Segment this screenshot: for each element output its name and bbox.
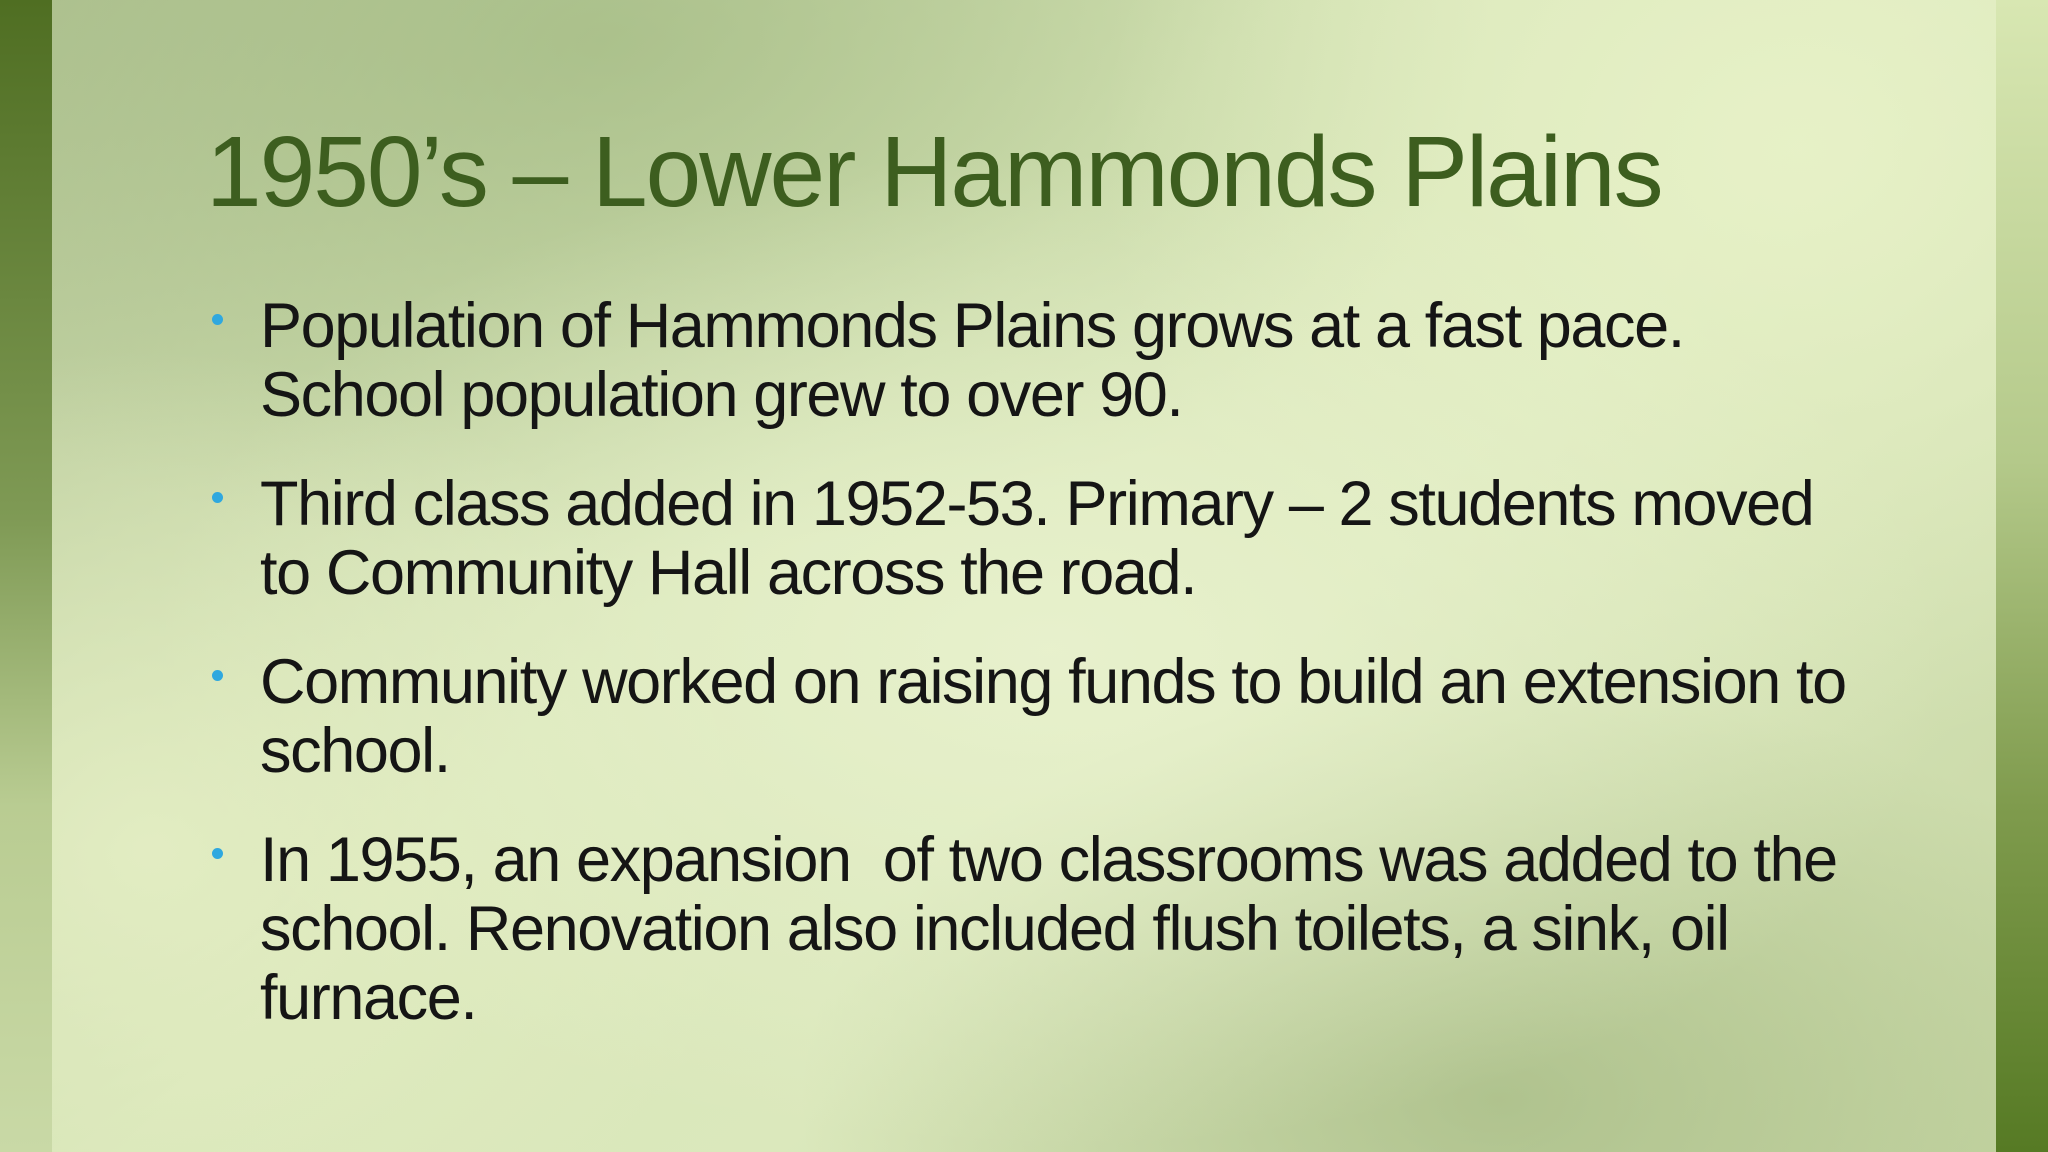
bullet-list bbox=[206, 291, 1862, 1073]
bullet-text: Third class added in 1952-53. Primary – 2 students moved to Community Hall across the road. bbox=[260, 469, 1830, 608]
bullet-dot-icon bbox=[212, 314, 223, 325]
bullet-text: Community worked on raising funds to build an extension to school. bbox=[260, 647, 1862, 786]
bullet-item bbox=[206, 470, 1856, 608]
bullet-dot-icon bbox=[212, 670, 223, 681]
bullet-text: Population of Hammonds Plains grows at a fast pace. School population grew to over 90. bbox=[260, 291, 1701, 430]
bullet-dot-icon bbox=[212, 848, 223, 859]
bullet-dot-icon bbox=[212, 492, 223, 503]
bullet-item bbox=[206, 826, 1856, 1033]
bullet-text: In 1955, an expansion of two classrooms was added to the school. Renovation also included flush toilets, a sink, oil furnace. bbox=[260, 825, 1853, 1033]
left-edge-band bbox=[0, 0, 52, 1152]
slide-title: 1950’s – Lower Hammonds Plains bbox=[206, 116, 1662, 228]
bullet-item bbox=[206, 647, 1862, 786]
bullet-item bbox=[206, 292, 1856, 430]
right-edge-band bbox=[1996, 0, 2048, 1152]
